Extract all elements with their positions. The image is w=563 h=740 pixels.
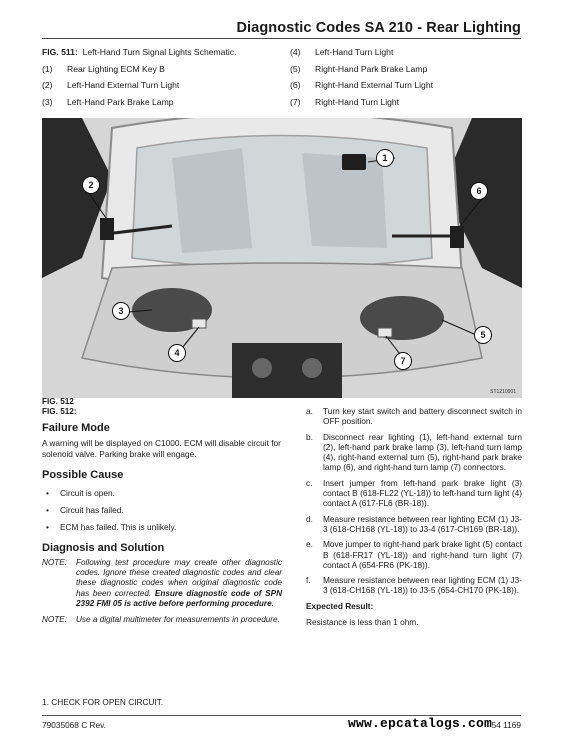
note-1-bold: Ensure diagnostic code of SPN 2392 FMI 05 is active before performing procedure. bbox=[76, 588, 282, 608]
failure-mode-heading: Failure Mode bbox=[42, 422, 110, 434]
fig-512-labels bbox=[42, 397, 77, 417]
tractor-illustration bbox=[42, 118, 522, 398]
legend-item: Right-Hand Turn Light bbox=[315, 96, 400, 107]
step-c: c. Insert jumper from left-hand park brake light (3) contact B (618-FL22 (YL-18)) to left-hand turn light (4) contact A (617-FL6 (BR-18)). bbox=[306, 477, 522, 509]
legend-item: Left-Hand Park Brake Lamp bbox=[67, 96, 174, 107]
note-1-text: Following test procedure may create other diagnostic codes. Ignore these created diagnostic codes and clear these diagnostic codes when original diagnostic code has been corrected. bbox=[76, 558, 282, 598]
figure-image-id: ST1210001 bbox=[490, 389, 516, 395]
list-item: • ECM has failed. This is unlikely. bbox=[46, 522, 177, 532]
left-column bbox=[42, 422, 282, 625]
note-2 bbox=[42, 615, 282, 625]
legend-num: (6) bbox=[290, 80, 301, 90]
legend-num: (3) bbox=[42, 96, 53, 107]
step-b: b. Disconnect rear lighting (1), left-hand external turn (2), left-hand park brake lamp (3), left-hand turn lamp (4), right-hand external turn (5), right-hand park brake lamp (6), and right-hand turn lamp (7) connectors. bbox=[306, 431, 522, 473]
callout-5: 5 bbox=[474, 326, 492, 344]
callout-3: 3 bbox=[112, 302, 130, 320]
list-item: • Circuit is open. bbox=[46, 488, 115, 498]
failure-mode-text: A warning will be displayed on C1000. ECM will disable circuit for solenoid valve. Parking brake will engage. bbox=[42, 438, 281, 459]
legend-item: Rear Lighting ECM Key B bbox=[67, 63, 165, 74]
tractor-rear-photo bbox=[42, 118, 522, 398]
step-d: d. Measure resistance between rear lighting ECM (1) J3-3 (618-CH168 (YL-18)) to J3-4 (617-CH169 (BR-18)). bbox=[306, 513, 522, 534]
legend-num: (4) bbox=[290, 47, 301, 57]
note-2-text: Use a digital multimeter for measurements in procedure. bbox=[76, 615, 280, 625]
right-column bbox=[306, 406, 522, 627]
possible-cause-list bbox=[42, 485, 282, 536]
figure-legend bbox=[42, 44, 522, 110]
note-1 bbox=[42, 558, 282, 609]
page-title: Diagnostic Codes SA 210 - Rear Lighting bbox=[236, 20, 521, 36]
legend-item: Left-Hand External Turn Light bbox=[67, 80, 180, 90]
expected-result-label: Expected Result: bbox=[306, 600, 374, 611]
callout-1: 1 bbox=[376, 149, 394, 167]
callout-4: 4 bbox=[168, 344, 186, 362]
fig-511-caption: Left-Hand Turn Signal Lights Schematic. bbox=[82, 47, 237, 57]
legend-item: Right-Hand Park Brake Lamp bbox=[315, 63, 428, 74]
fig-512-line2: FIG. 512: bbox=[42, 407, 77, 416]
legend-num: (2) bbox=[42, 80, 53, 90]
page-number: 54 1169 bbox=[491, 720, 521, 730]
legend-item: Right-Hand External Turn Light bbox=[315, 80, 433, 90]
step-a: a. Turn key start switch and battery disconnect switch in OFF position. bbox=[306, 406, 522, 427]
fig-512-line1: FIG. 512 bbox=[42, 397, 74, 406]
step-e: e. Move jumper to right-hand park brake light (5) contact B (618-FR17 (YL-18)) and right-hand turn light (7) contact A (654-FR6 (PK-18)). bbox=[306, 539, 522, 570]
legend-num: (1) bbox=[42, 63, 53, 74]
header-divider bbox=[42, 38, 521, 39]
document-number: 79035068 C Rev. bbox=[42, 720, 106, 730]
fig-511-label: FIG. 511: bbox=[42, 47, 78, 57]
callout-2: 2 bbox=[82, 176, 100, 194]
watermark-link[interactable]: www.epcatalogs.com bbox=[348, 716, 493, 731]
callout-6: 6 bbox=[470, 182, 488, 200]
procedure-steps bbox=[306, 406, 522, 596]
check-step: 1. CHECK FOR OPEN CIRCUIT. bbox=[42, 697, 164, 707]
diagnosis-heading: Diagnosis and Solution bbox=[42, 542, 165, 554]
note-label: NOTE: bbox=[42, 558, 68, 567]
note-label: NOTE: bbox=[42, 615, 68, 625]
list-item: • Circuit has failed. bbox=[46, 505, 124, 515]
callout-7: 7 bbox=[394, 352, 412, 370]
legend-num: (7) bbox=[290, 96, 301, 107]
expected-result-value: Resistance is less than 1 ohm. bbox=[306, 616, 419, 627]
possible-cause-heading: Possible Cause bbox=[42, 469, 124, 481]
step-f: f. Measure resistance between rear lighting ECM (1) J3-3 (618-CH168 (YL-18)) to J3-5 (654-CH170 (PK-18)). bbox=[306, 575, 522, 596]
legend-num: (5) bbox=[290, 63, 301, 74]
legend-item: Left-Hand Turn Light bbox=[315, 47, 394, 57]
